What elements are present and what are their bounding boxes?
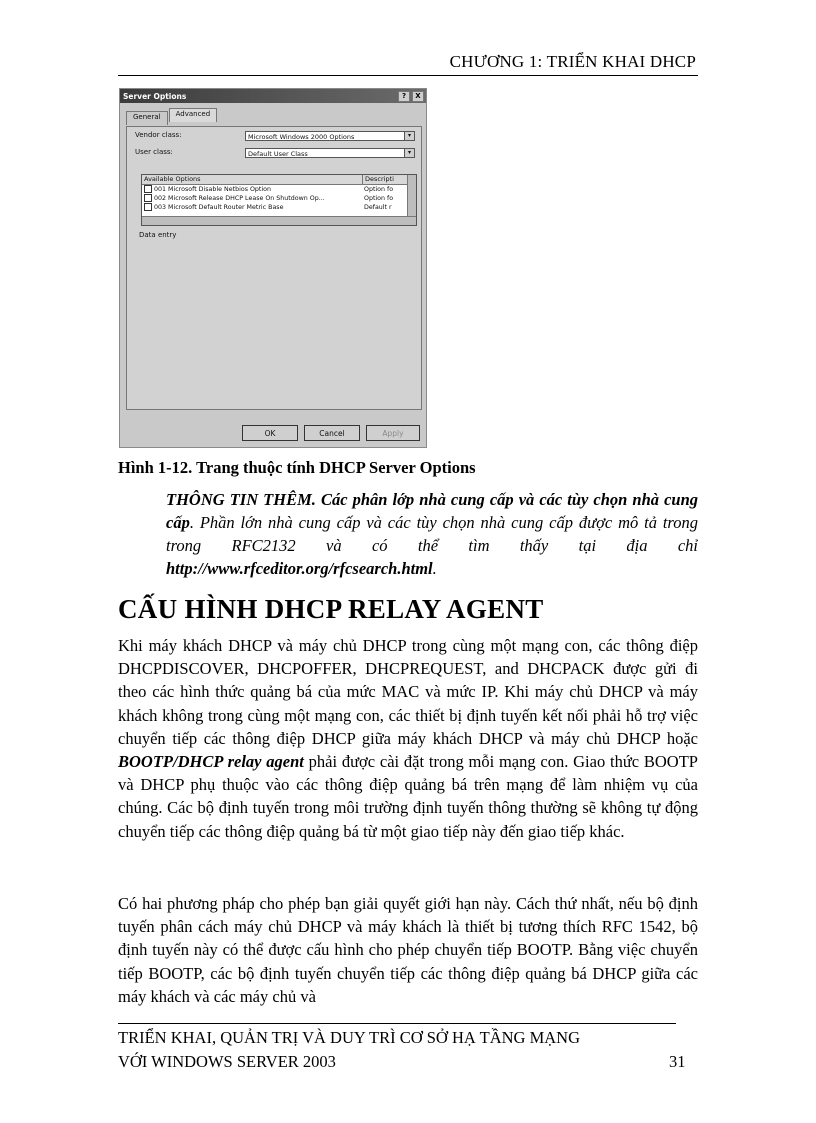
option-desc: Option fo xyxy=(364,195,394,202)
option-checkbox[interactable] xyxy=(144,194,152,202)
paragraph-1 xyxy=(118,634,698,843)
info-note xyxy=(166,488,698,580)
chevron-down-icon[interactable]: ▾ xyxy=(404,132,414,140)
option-desc: Option fo xyxy=(364,186,394,193)
header-rule xyxy=(118,75,698,76)
advanced-panel xyxy=(126,126,422,410)
server-options-dialog xyxy=(119,88,427,448)
user-class-label: User class: xyxy=(135,148,173,156)
para1-a: Khi máy khách DHCP và máy chủ DHCP trong cùng một mạng con, các thông điệp DHCPDISCOVER, DHCPOFFER, DHCPREQUEST, and DHCPACK được gửi đi theo các hình thức quảng bá của mức MAC và mức IP. Khi máy chủ DHCP và máy khách không trong cùng một mạng con, các thiết bị định tuyến kết nối phải hỗ trợ việc chuyển tiếp các thông điệp DHCP giữa máy khách DHCP và máy chủ DHCP hoặc xyxy=(118,636,698,748)
apply-button[interactable]: Apply xyxy=(366,425,420,441)
col-description[interactable]: Descripti xyxy=(365,175,394,183)
option-checkbox[interactable] xyxy=(144,185,152,193)
cancel-button[interactable]: Cancel xyxy=(304,425,360,441)
dialog-title: Server Options xyxy=(123,91,187,101)
footer-line-1: TRIỂN KHAI, QUẢN TRỊ VÀ DUY TRÌ CƠ SỞ HẠ TẦNG MẠNG xyxy=(118,1028,580,1047)
note-url: http://www.rfceditor.org/rfcsearch.html xyxy=(166,559,433,578)
para1-bold: BOOTP/DHCP relay agent xyxy=(118,752,304,772)
option-name: 002 Microsoft Release DHCP Lease On Shutdown Op... xyxy=(154,195,325,202)
vendor-class-select[interactable] xyxy=(245,131,415,141)
col-available-options[interactable]: Available Options xyxy=(142,175,363,184)
page-number: 31 xyxy=(669,1052,686,1071)
horizontal-scrollbar[interactable] xyxy=(142,216,416,225)
available-options-list[interactable] xyxy=(141,174,417,226)
note-lead: THÔNG TIN THÊM. Các phân lớp nhà cung cấp và các tùy chọn nhà cung cấp xyxy=(166,490,698,532)
section-title: CẤU HÌNH DHCP RELAY AGENT xyxy=(118,594,544,624)
data-entry-label: Data entry xyxy=(139,231,177,239)
footer-rule xyxy=(118,1023,676,1024)
figure-caption: Hình 1-12. Trang thuộc tính DHCP Server Options xyxy=(118,458,476,477)
vendor-class-value: Microsoft Windows 2000 Options xyxy=(248,133,355,141)
footer-line-2: VỚI WINDOWS SERVER 2003 xyxy=(118,1052,336,1071)
option-checkbox[interactable] xyxy=(144,203,152,211)
close-icon[interactable]: X xyxy=(412,91,424,102)
vendor-class-label: Vendor class: xyxy=(135,131,182,139)
dialog-titlebar xyxy=(120,89,426,103)
list-item[interactable] xyxy=(142,185,416,194)
option-desc: Default r xyxy=(364,204,392,211)
para1-b: phải được cài đặt trong mỗi mạng con. Giao thức BOOTP và DHCP phụ thuộc vào các thông điệp quảng bá trên mạng để làm nhiệm vụ của chúng. Các bộ định tuyến trong môi trường định tuyến thông thường sẽ không tự động chuyển tiếp các thông điệp quảng bá từ một giao tiếp này đến giao tiếp khác. xyxy=(118,752,698,841)
options-list-header xyxy=(142,175,416,185)
paragraph-2: Có hai phương pháp cho phép bạn giải quyết giới hạn này. Cách thứ nhất, nếu bộ định tuyến phân cách máy chủ DHCP và máy khách là thiết bị tương thích RFC 1542, bộ định tuyến này có thể được cấu hình cho phép chuyển tiếp BOOTP. Bằng việc chuyển tiếp BOOTP, các bộ định tuyến chuyển tiếp các thông điệp quảng bá DHCP giữa các máy khách và các máy chủ và xyxy=(118,894,698,1006)
dialog-tabs xyxy=(126,111,218,125)
tab-general[interactable]: General xyxy=(126,111,168,125)
note-body: . Phần lớn nhà cung cấp và các tùy chọn nhà cung cấp được mô tả trong trong RFC2132 và có thể tìm thấy tại địa chỉ xyxy=(166,513,698,555)
option-name: 003 Microsoft Default Router Metric Base xyxy=(154,204,284,211)
ok-button[interactable]: OK xyxy=(242,425,298,441)
list-item[interactable] xyxy=(142,194,416,203)
note-end: . xyxy=(432,559,437,578)
user-class-select[interactable] xyxy=(245,148,415,158)
option-name: 001 Microsoft Disable Netbios Option xyxy=(154,186,271,193)
list-item[interactable] xyxy=(142,203,416,212)
chapter-header: CHƯƠNG 1: TRIỂN KHAI DHCP xyxy=(449,52,696,71)
chevron-down-icon[interactable]: ▾ xyxy=(404,149,414,157)
help-icon[interactable]: ? xyxy=(398,91,410,102)
tab-advanced[interactable]: Advanced xyxy=(169,108,218,122)
user-class-value: Default User Class xyxy=(248,150,308,158)
